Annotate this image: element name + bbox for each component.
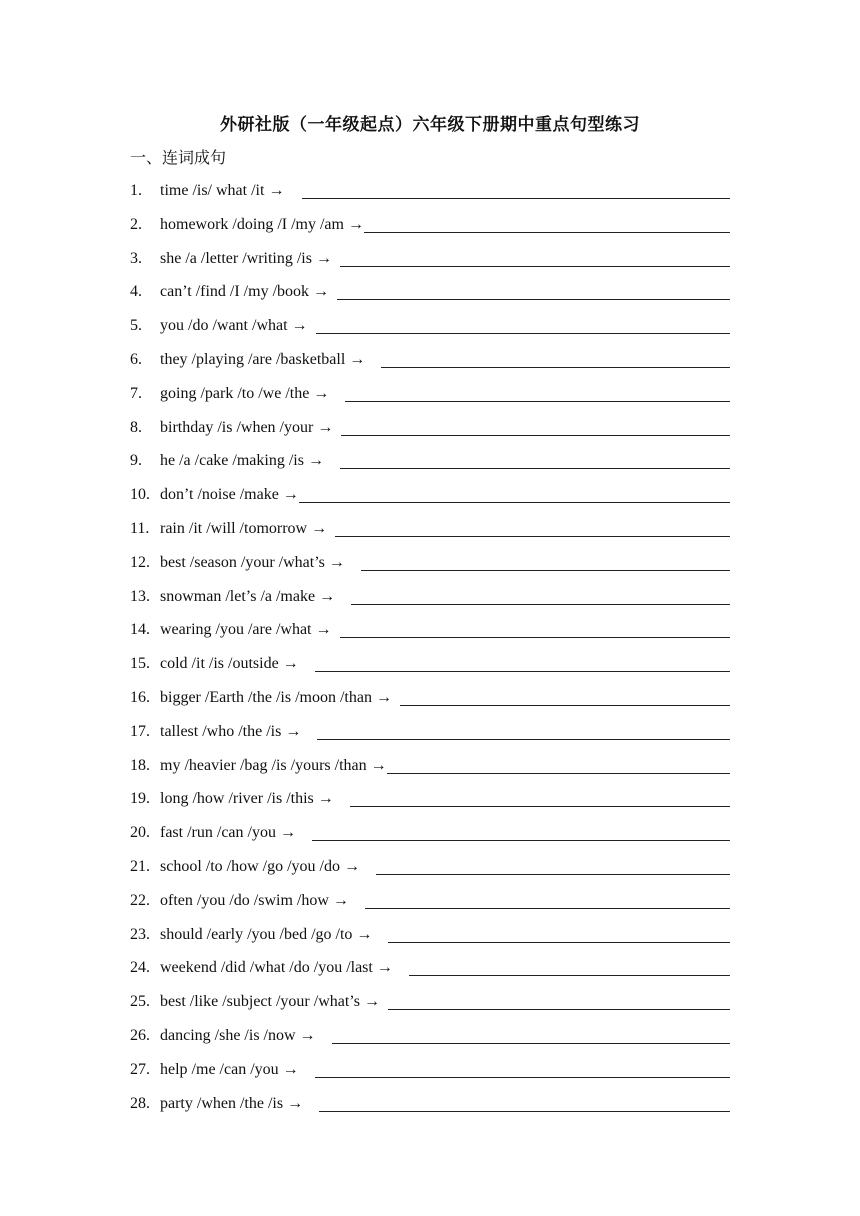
answer-line[interactable] [340,619,731,638]
exercise-item [130,719,730,741]
exercise-item [130,246,730,268]
exercise-item [130,313,730,335]
item-number: 14. [130,621,150,639]
item-number: 15. [130,655,150,673]
exercise-item [130,516,730,538]
scrambled-words: birthday /is /when /your → [160,418,334,436]
answer-line[interactable] [345,383,730,402]
answer-line[interactable] [350,788,730,807]
item-number: 28. [130,1094,150,1112]
exercise-item [130,415,730,437]
item-number: 25. [130,993,150,1011]
exercise-item [130,651,730,673]
item-number: 7. [130,384,142,402]
answer-line[interactable] [312,822,730,841]
scrambled-words: you /do /want /what → [160,317,308,335]
item-number: 11. [130,520,150,537]
item-number: 2. [130,215,142,233]
item-number: 6. [130,351,142,368]
scrambled-words: best /season /your /what’s → [160,553,345,571]
scrambled-words: can’t /find /I /my /book → [160,283,330,301]
item-number: 18. [130,756,150,774]
exercise-item [130,1057,730,1079]
answer-line[interactable] [332,1025,730,1044]
scrambled-words: going /park /to /we /the → [160,384,330,402]
answer-line[interactable] [315,653,730,672]
exercise-item [130,820,730,842]
exercise-item [130,482,730,504]
exercise-item [130,955,730,977]
scrambled-words: tallest /who /the /is → [160,722,302,740]
answer-line[interactable] [316,315,730,334]
exercise-item [130,617,730,639]
answer-line[interactable] [400,687,730,706]
exercise-item [130,212,730,234]
item-number: 3. [130,249,142,267]
item-number: 1. [130,182,142,199]
scrambled-words: cold /it /is /outside → [160,655,299,673]
exercise-item [130,854,730,876]
exercise-item [130,584,730,606]
item-number: 21. [130,858,150,875]
item-number: 8. [130,418,142,436]
item-number: 26. [130,1027,150,1044]
scrambled-words: snowman /let’s /a /make → [160,587,336,605]
answer-line[interactable] [340,248,730,267]
scrambled-words: often /you /do /swim /how → [160,891,349,909]
exercise-item [130,279,730,301]
scrambled-words: homework /doing /I /my /am → [160,215,364,233]
scrambled-words: help /me /can /you → [160,1060,299,1078]
item-number: 9. [130,452,142,470]
answer-line[interactable] [319,1093,730,1112]
scrambled-words: my /heavier /bag /is /yours /than → [160,756,387,774]
exercise-item [130,786,730,808]
item-number: 17. [130,722,150,740]
exercise-item [130,381,730,403]
scrambled-words: bigger /Earth /the /is /moon /than → [160,689,392,706]
section-heading: 一、连词成句 [130,148,227,167]
scrambled-words: party /when /the /is → [160,1094,304,1112]
answer-line[interactable] [365,890,730,909]
item-number: 4. [130,283,142,301]
item-number: 16. [130,689,150,706]
answer-line[interactable] [361,552,730,571]
worksheet-title: 外研社版（一年级起点）六年级下册期中重点句型练习 [220,115,640,135]
exercise-item [130,753,730,775]
answer-line[interactable] [351,586,730,605]
exercise-item [130,550,730,572]
answer-line[interactable] [409,957,730,976]
answer-line[interactable] [315,1059,730,1078]
answer-line[interactable] [317,721,730,740]
item-number: 22. [130,891,150,909]
scrambled-words: best /like /subject /your /what’s → [160,993,380,1011]
scrambled-words: rain /it /will /tomorrow → [160,520,328,537]
exercise-item [130,989,730,1011]
exercise-item [130,1091,730,1113]
answer-line[interactable] [364,214,730,233]
scrambled-words: he /a /cake /making /is → [160,452,324,470]
exercise-item [130,347,730,369]
scrambled-words: school /to /how /go /you /do → [160,858,360,875]
answer-line[interactable] [341,417,730,436]
answer-line[interactable] [381,349,730,368]
scrambled-words: fast /run /can /you → [160,824,296,842]
scrambled-words: should /early /you /bed /go /to → [160,925,373,943]
item-number: 23. [130,925,150,943]
scrambled-words: don’t /noise /make → [160,486,299,504]
item-number: 19. [130,790,150,808]
scrambled-words: weekend /did /what /do /you /last → [160,959,393,977]
item-number: 10. [130,486,150,504]
exercise-item [130,922,730,944]
exercise-item [130,1023,730,1045]
scrambled-words: dancing /she /is /now → [160,1027,316,1044]
item-number: 12. [130,553,150,571]
answer-line[interactable] [376,856,730,875]
item-number: 27. [130,1060,150,1078]
scrambled-words: long /how /river /is /this → [160,790,334,808]
scrambled-words: she /a /letter /writing /is → [160,249,332,267]
answer-line[interactable] [387,755,730,774]
answer-line[interactable] [302,180,730,199]
item-number: 24. [130,959,150,977]
item-number: 20. [130,824,150,842]
scrambled-words: time /is/ what /it → [160,182,285,199]
item-number: 13. [130,587,150,605]
answer-line[interactable] [335,518,730,537]
item-number: 5. [130,317,142,335]
exercise-item [130,685,730,707]
answer-line[interactable] [337,281,730,300]
scrambled-words: wearing /you /are /what → [160,621,332,639]
scrambled-words: they /playing /are /basketball → [160,351,366,368]
answer-line[interactable] [340,450,730,469]
exercise-item [130,178,730,200]
answer-line[interactable] [299,484,730,503]
exercise-item [130,888,730,910]
exercise-item [130,448,730,470]
answer-line[interactable] [388,991,730,1010]
answer-line[interactable] [388,924,730,943]
